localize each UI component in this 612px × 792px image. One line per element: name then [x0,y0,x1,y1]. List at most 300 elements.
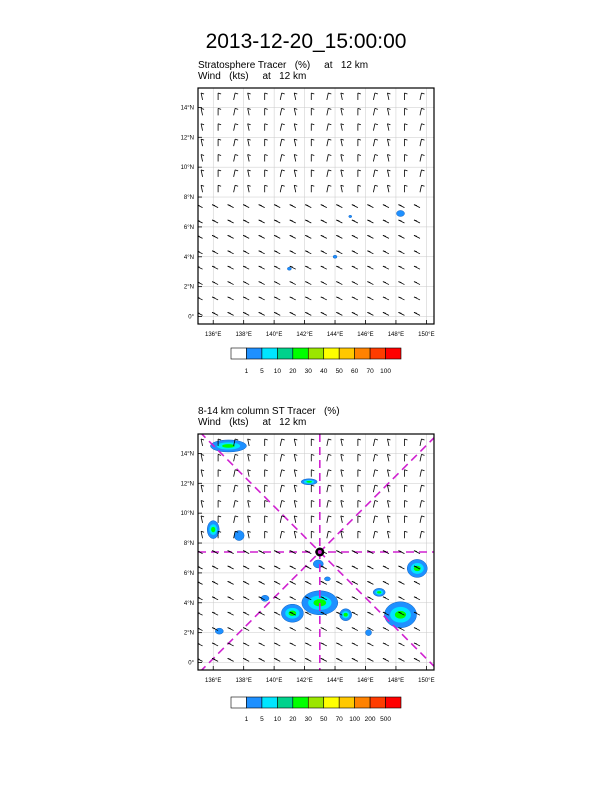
wind-barb [420,485,425,492]
wind-barb [358,531,361,538]
wind-barb [420,124,425,131]
wind-barb [367,235,373,238]
y-tick-label: 14°N [180,105,194,112]
wind-barb [243,566,249,569]
wind-barb [259,312,265,315]
wind-barb [367,220,373,223]
wind-barb [398,551,404,554]
wind-barb [414,220,420,223]
wind-barb [398,566,404,569]
wind-barb [290,658,296,661]
wind-barb [414,658,420,661]
x-tick-label: 136°E [205,678,222,684]
wind-barb [259,581,265,584]
wind-barb [218,500,221,507]
wind-barb [294,454,297,461]
wind-barb [414,566,420,569]
x-tick-label: 150°E [418,678,435,684]
wind-barb [234,516,239,523]
wind-barb [228,658,234,661]
colorbar-swatch [246,348,261,359]
wind-barb [373,154,378,161]
wind-barb [259,643,265,646]
x-tick-label: 138°E [235,678,252,684]
wind-barb [265,454,268,461]
wind-barb [321,643,327,646]
wind-barb [212,297,218,300]
wind-barb [305,235,311,238]
wind-barb [218,124,221,131]
wind-barb [321,251,327,254]
wind-barb [383,312,389,315]
wind-barb [352,235,358,238]
wind-barb [373,531,378,538]
wind-barb [248,124,251,131]
wind-barb [274,220,280,223]
wind-barb [265,93,268,100]
wind-barb [404,500,407,507]
wind-barb [265,185,268,192]
wind-barb [387,154,390,161]
wind-barb [274,235,280,238]
colorbar-label: 50 [335,368,343,375]
colorbar-swatch [262,348,277,359]
wind-barb [414,612,420,615]
wind-barb [228,312,234,315]
wind-barb [404,485,407,492]
tracer-region [314,599,327,606]
wind-barb [327,154,332,161]
panel1-subtitle-wind: Wind (kts) at 12 km [198,71,307,82]
tracer-region [411,563,424,574]
wind-barb [248,470,251,477]
wind-barb [387,516,390,523]
wind-barb [248,93,251,100]
wind-barb [367,612,373,615]
colorbar-swatch [277,348,292,359]
wind-barb [212,643,218,646]
colorbar-swatch [246,697,261,708]
wind-barb [327,485,332,492]
wind-barb [197,597,203,600]
wind-barb [327,93,332,100]
wind-barb [290,628,296,631]
wind-barb [311,454,314,461]
wind-barb [218,485,221,492]
colorbar-swatch [262,697,277,708]
colorbar-swatch [386,697,401,708]
wind-barb [248,454,251,461]
wind-barb [201,139,204,146]
x-tick-label: 140°E [265,332,283,338]
wind-barb [414,597,420,600]
wind-barb [274,597,280,600]
tracer-region [207,521,219,539]
wind-barb [358,93,361,100]
wind-barb [404,454,407,461]
wind-barb [201,93,204,100]
wind-barb [341,170,344,177]
wind-barb [274,658,280,661]
wind-barb [414,205,420,208]
wind-barb [311,139,314,146]
wind-barb [212,235,218,238]
wind-barb [280,500,285,507]
tracer-region [304,480,314,484]
wind-barb [341,124,344,131]
wind-barb [218,454,221,461]
wind-barb [373,185,378,192]
wind-barb [218,516,221,523]
wind-barb [373,516,378,523]
wind-barb [212,220,218,223]
wind-barb [243,282,249,285]
wind-barb [341,185,344,192]
wind-barb [197,551,203,554]
wind-barb [201,108,204,115]
tracer-region [217,442,240,449]
wind-barb [352,282,358,285]
wind-barb [228,235,234,238]
wind-barb [398,581,404,584]
wind-barb [197,282,203,285]
wind-barb [336,551,342,554]
y-tick-label: 12°N [180,481,194,488]
wind-barb [197,612,203,615]
colorbar-label: 30 [304,368,312,375]
panel1-subtitle-field: Stratosphere Tracer (%) at 12 km [198,60,369,71]
wind-barb [383,235,389,238]
wind-barb [259,297,265,300]
wind-barb [321,205,327,208]
tracer-region [375,590,383,595]
tracer-region [397,210,405,216]
wind-barb [212,312,218,315]
wind-barb [352,658,358,661]
wind-barb [259,597,265,600]
y-tick-label: 2°N [183,630,194,637]
wind-barb [387,185,390,192]
wind-barb [248,439,251,446]
wind-barb [228,205,234,208]
wind-barb [280,185,285,192]
wind-barb [373,500,378,507]
colorbar-label: 60 [351,368,359,375]
panel2-plot [181,432,440,723]
wind-barb [358,185,361,192]
wind-barb [398,628,404,631]
wind-barb [305,297,311,300]
colorbar-label: 20 [289,368,297,375]
wind-barb [265,516,268,523]
wind-barb [414,628,420,631]
wind-barb [265,531,268,538]
wind-barb [218,108,221,115]
wind-barb [404,531,407,538]
wind-barb [404,439,407,446]
wind-barb [336,628,342,631]
wind-barb [358,154,361,161]
panel1-field [197,88,434,324]
colorbar-swatch [293,348,308,359]
wind-barb [274,266,280,269]
wind-barb [265,170,268,177]
x-tick-label: 136°E [205,332,222,338]
wind-barb [367,597,373,600]
wind-barb [383,643,389,646]
wind-barb [197,312,203,315]
wind-barb [387,485,390,492]
y-tick-label: 0° [188,314,194,321]
wind-barb [327,108,332,115]
tracer-region [340,609,352,621]
wind-barb [201,500,204,507]
colorbar-label: 1 [244,716,249,723]
wind-barb [248,108,251,115]
wind-barb [420,154,425,161]
wind-barb [336,251,342,254]
wind-barb [336,581,342,584]
wind-barb [383,566,389,569]
wind-barb [259,612,265,615]
x-tick-label: 140°E [265,678,283,684]
colorbar-label: 200 [364,716,376,723]
wind-barb [321,266,327,269]
wind-barb [352,312,358,315]
wind-barb [321,220,327,223]
colorbar-swatch [293,697,308,708]
tracer-region [385,602,417,628]
wind-barb [218,154,221,161]
wind-barb [259,235,265,238]
wind-barb [201,454,204,461]
wind-barb [243,612,249,615]
tracer-region [211,527,215,532]
wind-barb [367,205,373,208]
wind-barb [259,566,265,569]
wind-barb [311,531,314,538]
wind-barb [367,312,373,315]
wind-barb [280,516,285,523]
wind-barb [290,205,296,208]
wind-barb [352,581,358,584]
wind-barb [228,566,234,569]
wind-barb [265,124,268,131]
wind-barb [228,297,234,300]
wind-barb [352,297,358,300]
wind-barb [387,454,390,461]
wind-barb [197,658,203,661]
wind-barb [336,658,342,661]
wind-barb [336,235,342,238]
wind-barb [373,93,378,100]
colorbar-swatch [370,697,385,708]
wind-barb [311,485,314,492]
wind-barb [341,516,344,523]
wind-barb [228,551,234,554]
wind-barb [398,612,404,615]
wind-barb [336,220,342,223]
wind-barb [248,139,251,146]
wind-barb [197,251,203,254]
wind-barb [305,612,311,615]
wind-barb [398,297,404,300]
wind-barb [387,108,390,115]
colorbar-label: 1 [244,368,249,375]
wind-barb [383,205,389,208]
wind-barb [358,470,361,477]
wind-barb [290,220,296,223]
x-tick-label: 144°E [326,332,344,338]
wind-barb [358,454,361,461]
wind-barb [201,470,204,477]
wind-barb [294,470,297,477]
wind-barb [305,251,311,254]
wind-barb [311,108,314,115]
wind-barb [280,108,285,115]
wind-barb [290,581,296,584]
wind-barb [387,139,390,146]
wind-barb [197,297,203,300]
wind-barb [383,551,389,554]
wind-barb [243,235,249,238]
colorbar-label: 5 [260,716,264,723]
wind-barb [383,297,389,300]
wind-barb [212,282,218,285]
x-tick-label: 146°E [357,678,374,684]
wind-barb [327,170,332,177]
wind-barb [201,185,204,192]
wind-barb [248,516,251,523]
wind-barb [311,170,314,177]
wind-barb [290,597,296,600]
wind-barb [234,185,239,192]
wind-barb [321,581,327,584]
wind-barb [321,658,327,661]
wind-barb [367,282,373,285]
wind-barb [305,551,311,554]
colorbar-label: 5 [260,368,264,375]
wind-barb [248,500,251,507]
wind-barb [234,139,239,146]
wind-barb [336,566,342,569]
tracer-region [308,596,331,610]
colorbar-swatch [308,348,323,359]
colorbar-label: 20 [289,716,297,723]
wind-barb [212,581,218,584]
wind-barb [367,628,373,631]
wind-barb [367,658,373,661]
wind-barb [212,551,218,554]
panel2-subtitle-field: 8-14 km column ST Tracer (%) [198,406,340,417]
wind-barb [265,154,268,161]
wind-barb [280,531,285,538]
tracer-region [301,479,317,485]
wind-barb [336,266,342,269]
tracer-region [366,630,372,636]
wind-barb [197,643,203,646]
wind-barb [274,566,280,569]
colorbar-swatch [339,697,354,708]
wind-barb [311,124,314,131]
wind-barb [274,312,280,315]
wind-barb [404,93,407,100]
wind-barb [197,220,203,223]
wind-barb [341,500,344,507]
wind-barb [358,108,361,115]
wind-barb [404,470,407,477]
wind-barb [336,612,342,615]
tracer-region [215,628,223,634]
wind-barb [414,643,420,646]
wind-barb [352,205,358,208]
wind-barb [197,566,203,569]
wind-barb [420,185,425,192]
tracer-region [209,524,217,535]
wind-barb [383,266,389,269]
wind-barb [280,454,285,461]
wind-barb [321,312,327,315]
wind-barb [311,185,314,192]
wind-barb [218,185,221,192]
wind-barb [404,185,407,192]
wind-barb [243,551,249,554]
wind-barb [327,516,332,523]
wind-barb [367,581,373,584]
wind-barb [367,297,373,300]
tracer-region [210,440,246,452]
tracer-region [289,611,297,616]
wind-barb [327,124,332,131]
wind-barb [228,581,234,584]
wind-barb [321,551,327,554]
wind-barb [243,597,249,600]
wind-barb [398,312,404,315]
wind-barb [414,235,420,238]
x-tick-label: 146°E [357,332,374,338]
wind-barb [234,93,239,100]
wind-barb [294,170,297,177]
wind-barb [420,454,425,461]
y-tick-label: 10°N [180,511,194,518]
x-tick-label: 142°E [296,332,313,338]
wind-barb [373,485,378,492]
colorbar-swatch [386,348,401,359]
wind-barb [305,658,311,661]
wind-barb [228,251,234,254]
wind-barb [280,139,285,146]
wind-barb [383,628,389,631]
plot-title: 2013-12-20_15:00:00 [205,30,407,53]
wind-barb [414,251,420,254]
wind-barb [290,551,296,554]
colorbar-swatch [277,697,292,708]
wind-barb [398,643,404,646]
wind-barb [280,93,285,100]
wind-barb [248,154,251,161]
tracer-region [222,444,235,448]
wind-barb [274,581,280,584]
wind-barb [367,251,373,254]
colorbar-label: 10 [273,368,281,375]
wind-barb [367,551,373,554]
wind-barb [212,251,218,254]
wind-barb [201,170,204,177]
colorbar-label: 70 [366,368,374,375]
x-tick-label: 138°E [235,332,252,338]
wind-barb [352,220,358,223]
wind-barb [290,612,296,615]
